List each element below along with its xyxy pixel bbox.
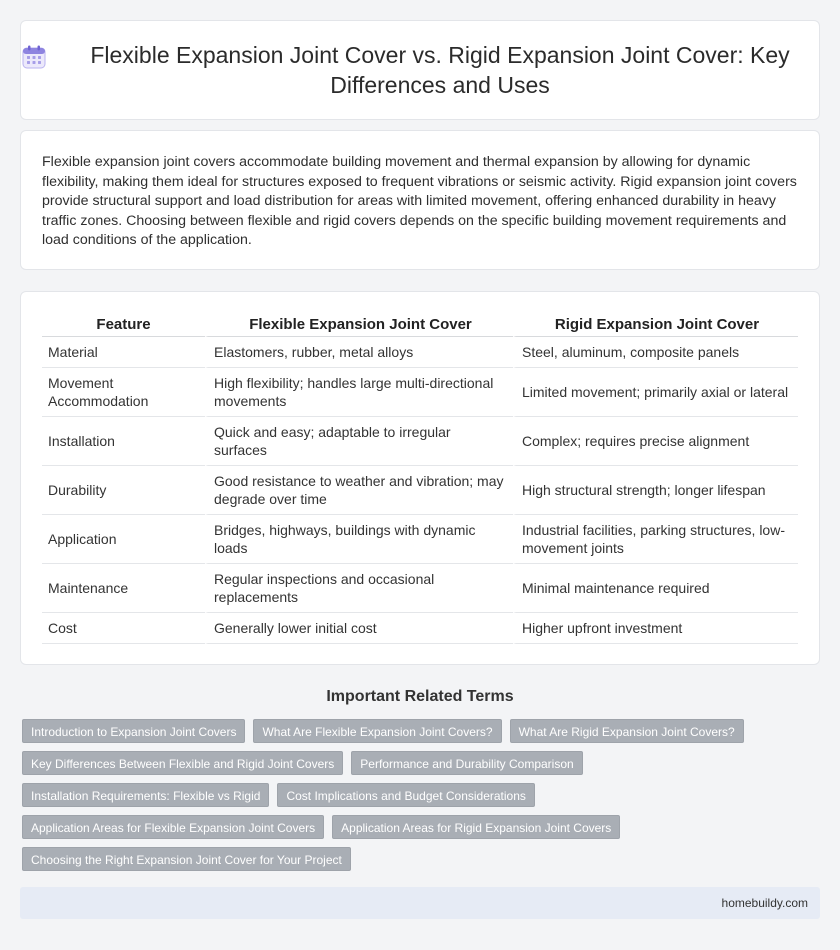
- row-flexible: Elastomers, rubber, metal alloys: [205, 337, 513, 368]
- comparison-table: [42, 314, 798, 644]
- row-feature: Maintenance: [42, 564, 205, 613]
- table-row: [42, 417, 798, 466]
- row-rigid: Higher upfront investment: [513, 613, 798, 644]
- row-rigid: Industrial facilities, parking structures, low-movement joints: [513, 515, 798, 564]
- row-feature: Durability: [42, 466, 205, 515]
- related-tag[interactable]: Key Differences Between Flexible and Rigid Joint Covers: [22, 751, 343, 775]
- title-wrap: [21, 40, 819, 100]
- row-flexible: High flexibility; handles large multi-directional movements: [205, 368, 513, 417]
- calendar-icon: [21, 44, 47, 75]
- row-feature: Application: [42, 515, 205, 564]
- related-tag[interactable]: Application Areas for Flexible Expansion Joint Covers: [22, 815, 324, 839]
- row-feature: Material: [42, 337, 205, 368]
- row-rigid: Limited movement; primarily axial or lateral: [513, 368, 798, 417]
- intro-paragraph: Flexible expansion joint covers accommodate building movement and thermal expansion by allowing for dynamic flexibility, making them ideal for structures exposed to frequent vibrations or seismic activity. Rigid expansion joint covers provide structural support and load distribution for areas with limited movement, offering enhanced durability in heavy traffic zones. Choosing between flexible and rigid covers depends on the specific building movement requirements and load conditions of the application.: [42, 154, 797, 248]
- row-flexible: Bridges, highways, buildings with dynamic loads: [205, 515, 513, 564]
- table-row: [42, 466, 798, 515]
- row-rigid: Steel, aluminum, composite panels: [513, 337, 798, 368]
- table-row: [42, 564, 798, 613]
- row-flexible: Regular inspections and occasional replacements: [205, 564, 513, 613]
- row-rigid: High structural strength; longer lifespan: [513, 466, 798, 515]
- related-terms-list: [22, 719, 802, 871]
- row-feature: Movement Accommodation: [42, 368, 205, 417]
- related-tag[interactable]: Application Areas for Rigid Expansion Joint Covers: [332, 815, 620, 839]
- row-flexible: Quick and easy; adaptable to irregular surfaces: [205, 417, 513, 466]
- intro-card: [20, 130, 820, 270]
- row-feature: Cost: [42, 613, 205, 644]
- row-feature: Installation: [42, 417, 205, 466]
- table-row: [42, 515, 798, 564]
- footer: [20, 887, 820, 919]
- related-tag[interactable]: Performance and Durability Comparison: [351, 751, 582, 775]
- related-tag[interactable]: What Are Rigid Expansion Joint Covers?: [510, 719, 744, 743]
- related-tag[interactable]: Cost Implications and Budget Considerations: [277, 783, 534, 807]
- related-tag[interactable]: Introduction to Expansion Joint Covers: [22, 719, 245, 743]
- table-row: [42, 368, 798, 417]
- row-flexible: Generally lower initial cost: [205, 613, 513, 644]
- row-rigid: Minimal maintenance required: [513, 564, 798, 613]
- header-flexible: Flexible Expansion Joint Cover: [205, 314, 513, 337]
- related-tag[interactable]: Choosing the Right Expansion Joint Cover for Your Project: [22, 847, 351, 871]
- table-row: [42, 337, 798, 368]
- title-card: [20, 20, 820, 120]
- related-terms-title: Important Related Terms: [326, 688, 514, 705]
- row-rigid: Complex; requires precise alignment: [513, 417, 798, 466]
- header-feature: Feature: [42, 314, 205, 337]
- related-tag[interactable]: Installation Requirements: Flexible vs Rigid: [22, 783, 269, 807]
- header-rigid: Rigid Expansion Joint Cover: [513, 314, 798, 337]
- row-flexible: Good resistance to weather and vibration; may degrade over time: [205, 466, 513, 515]
- page-title: Flexible Expansion Joint Cover vs. Rigid Expansion Joint Cover: Key Differences and Uses: [90, 42, 790, 98]
- related-tag[interactable]: What Are Flexible Expansion Joint Covers?: [253, 719, 501, 743]
- footer-site-link[interactable]: homebuildy.com: [721, 896, 808, 910]
- comparison-table-card: [20, 291, 820, 665]
- table-header-row: [42, 314, 798, 337]
- table-row: [42, 613, 798, 644]
